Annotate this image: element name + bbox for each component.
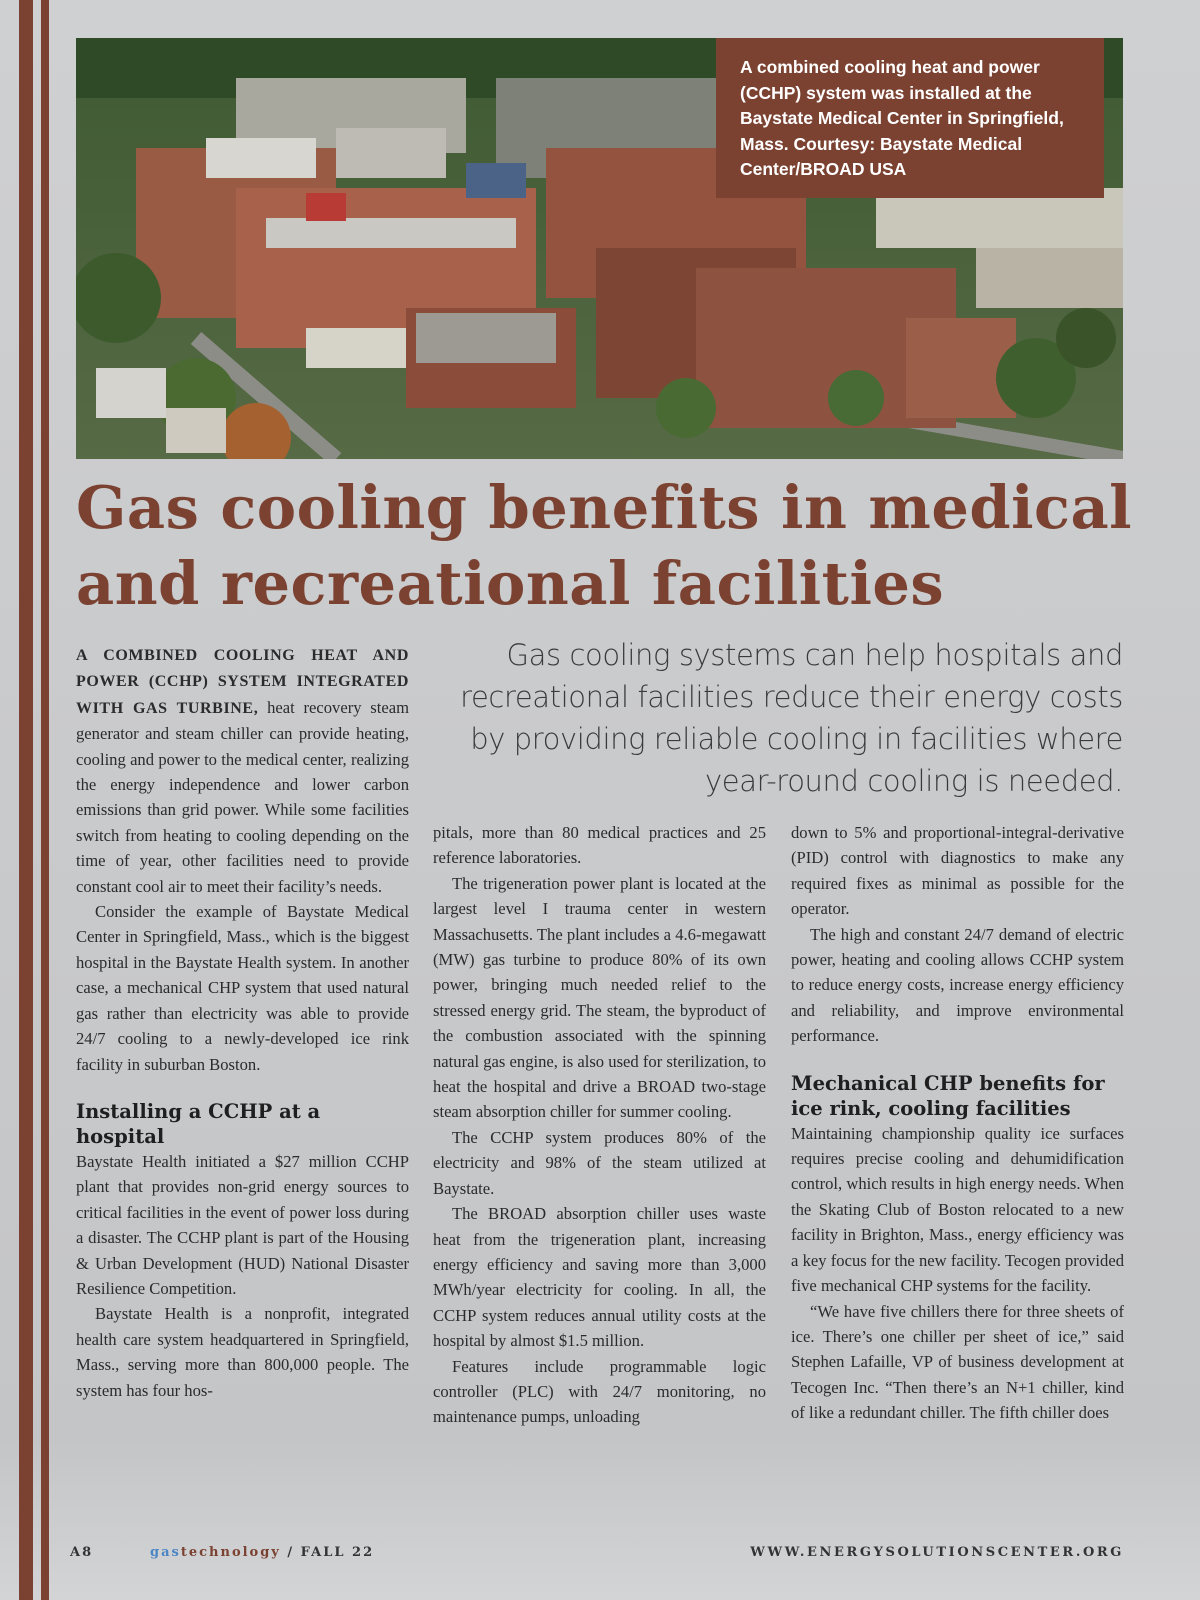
left-accent-bar-wide [19, 0, 33, 1600]
headline-line-1: Gas cooling benefits in medical [76, 473, 1133, 542]
body-paragraph: down to 5% and proportional-integral-derivative (PID) control with diagnostics to make any required fixes as minimal as possible for the operator. [791, 823, 1124, 919]
body-paragraph: pitals, more than 80 medical practices and 25 reference laboratories. [433, 823, 766, 868]
body-paragraph: The trigeneration power plant is located at the largest level I trauma center in western Massachusetts. The plant includes a 4.6-megawatt (MW) gas turbine to produce 80% of its own power, bringing much needed relief to the stressed energy grid. The steam, the byproduct of the combustion associated with the spinning natural gas engine, is also used for sterilization, to heat the hospital and drive a BROAD two-stage steam absorption chiller for summer cooling. [433, 873, 766, 1122]
left-accent-bar-narrow [41, 0, 49, 1600]
issue-label: / FALL 22 [280, 1545, 375, 1560]
lead-text: heat recovery steam generator and steam chiller can provide heating, cooling and power to the medical center, realizing the energy independence and lower carbon emissions than grid power. While some facilities switch from heating to cooling depending on the time of year, other facilities need to provide constant cool air to meet their facility’s needs. [76, 697, 410, 896]
body-paragraph: Maintaining championship quality ice surfaces requires precise cooling and dehumidification control, which results in high energy needs. When the Skating Club of Boston relocated to a new facility in Brighton, Mass., energy efficiency was a key focus for the new facility. Tecogen provided five mechanical CHP systems for the facility. [791, 1123, 1124, 1296]
body-paragraph: The high and constant 24/7 demand of electric power, heating and cooling allows CCHP system to reduce energy costs, increase energy efficiency and reliability, and improve environmental performance. [791, 924, 1124, 1046]
body-paragraph: “We have five chillers there for three sheets of ice. There’s one chiller per sheet of ice,” said Stephen Lafaille, VP of business development at Tecogen Inc. “Then there’s an N+1 chiller, kind of like a redundant chiller. The fifth chiller does [791, 1301, 1124, 1423]
magazine-issue [150, 1545, 374, 1560]
headline-line-2: and recreational facilities [76, 549, 945, 618]
headline [76, 470, 1136, 622]
body-paragraph: Baystate Health initiated a $27 million CCHP plant that provides non-grid energy sources to critical facilities in the event of power loss during a disaster. The CCHP plant is part of the Housing & Urban Development (HUD) National Disaster Resilience Competition. [76, 1151, 409, 1298]
column-3 [791, 820, 1124, 1426]
photo-caption: A combined cooling heat and power (CCHP) system was installed at the Baystate Medical Center in Springfield, Mass. Courtesy: Baystate Medical Center/BROAD USA [716, 38, 1104, 198]
lead-paragraph [76, 642, 409, 899]
page-number: A8 [70, 1545, 94, 1560]
body-paragraph: The CCHP system produces 80% of the electricity and 98% of the steam utilized at Baystate. [433, 1127, 766, 1198]
deck-standfirst: Gas cooling systems can help hospitals and recreational facilities reduce their energy costs by providing reliable cooling in facilities where year-round cooling is needed. [460, 638, 1123, 798]
body-paragraph: The BROAD absorption chiller uses waste heat from the trigeneration plant, increasing energy efficiency and saving more than 3,000 MWh/year electricity for cooling. In all, the CCHP system reduces annual utility costs at the hospital by almost $1.5 million. [433, 1204, 766, 1351]
subhead-ice-rink: Mechanical CHP benefits for ice rink, cooling facilities [791, 1071, 1105, 1120]
body-paragraph: Consider the example of Baystate Medical Center in Springfield, Mass., which is the biggest hospital in the Baystate Health system. In another case, a mechanical CHP system that used natural gas rather than electricity was able to provide 24/7 cooling to a newly-developed ice rink facility in suburban Boston. [76, 902, 409, 1074]
body-paragraph: Features include programmable logic controller (PLC) with 24/7 monitoring, no maintenance pumps, unloading [433, 1356, 766, 1427]
column-1 [76, 642, 409, 1403]
subhead-installing-cchp: Installing a CCHP at a hospital [76, 1099, 321, 1148]
brand-gas: gas [150, 1545, 181, 1560]
lead-caps: A COMBINED COOLING HEAT AND POWER (CCHP) SYSTEM INTEGRATED WITH GAS TURBINE, [76, 647, 409, 717]
column-2 [433, 820, 766, 1430]
body-paragraph: Baystate Health is a nonprofit, integrated health care system headquartered in Springfield, Mass., serving more than 800,000 people. The system has four hos- [76, 1304, 409, 1400]
brand-technology: technology [180, 1545, 281, 1560]
website-url[interactable]: WWW.ENERGYSOLUTIONSCENTER.ORG [750, 1545, 1124, 1560]
